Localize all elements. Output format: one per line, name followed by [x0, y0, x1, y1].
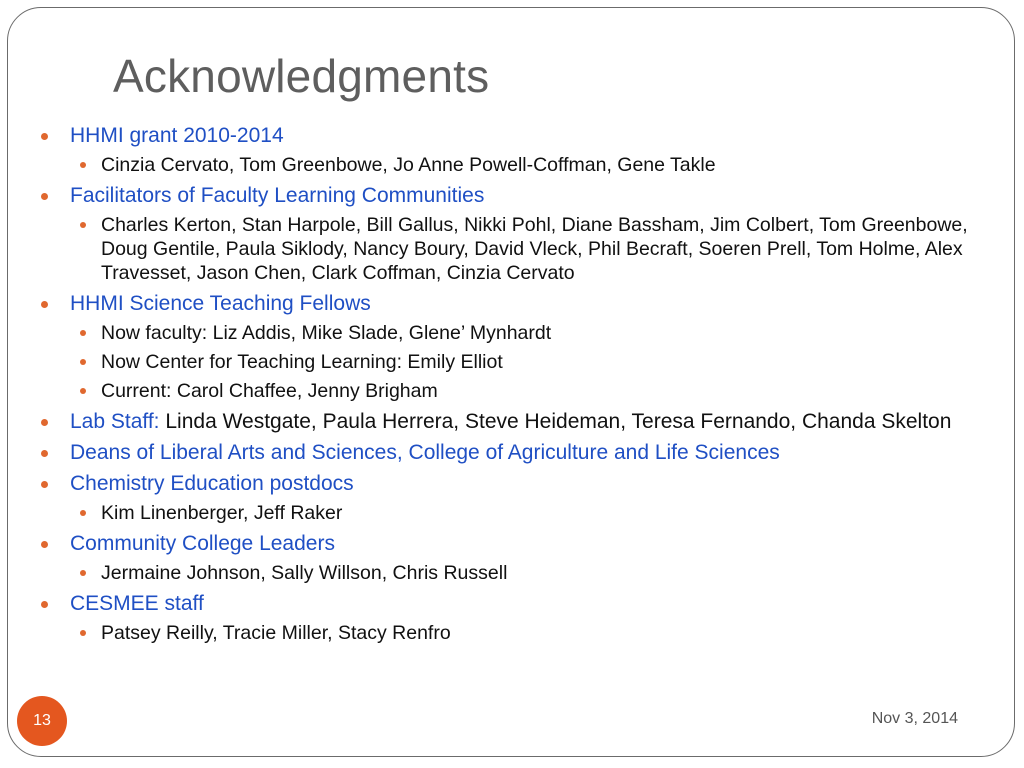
bullet-heading: Chemistry Education postdocs [70, 472, 354, 495]
bullet-heading: CESMEE staff [70, 592, 204, 615]
sub-bullet [40, 153, 975, 177]
sub-bullet-text: Now faculty: Liz Addis, Mike Slade, Glene’ Mynhardt [101, 322, 552, 344]
sub-bullet-dot-icon [80, 162, 86, 168]
sub-bullet-text: Cinzia Cervato, Tom Greenbowe, Jo Anne Powell-Coffman, Gene Takle [101, 154, 716, 176]
bullet-heading: Deans of Liberal Arts and Sciences, College of Agriculture and Life Sciences [70, 441, 780, 464]
bullet-lab-staff [40, 410, 975, 434]
sub-bullet-text: Now Center for Teaching Learning: Emily Elliot [101, 351, 503, 373]
sub-bullet-dot-icon [80, 359, 86, 365]
bullet-dot-icon [41, 419, 48, 426]
bullet-heading: HHMI Science Teaching Fellows [70, 292, 371, 315]
sub-bullet [40, 213, 975, 285]
slide-title: Acknowledgments [113, 50, 490, 102]
sub-bullet [40, 321, 975, 345]
sub-bullet-dot-icon [80, 222, 86, 228]
bullet-deans [40, 441, 975, 465]
sub-bullet-text: Kim Linenberger, Jeff Raker [101, 502, 343, 524]
bullet-postdocs [40, 472, 975, 496]
bullet-dot-icon [41, 481, 48, 488]
sub-bullet-dot-icon [80, 570, 86, 576]
bullet-cesmee-staff [40, 592, 975, 616]
bullet-heading: Facilitators of Faculty Learning Communities [70, 184, 485, 207]
sub-bullet-text: Charles Kerton, Stan Harpole, Bill Gallus, Nikki Pohl, Diane Bassham, Jim Colbert, Tom Greenbowe, Doug Gentile, Paula Siklody, Nancy Boury, David Vleck, Phil Becraft, Soeren Prell, Tom Holme, Alex Travesset, Jason Chen, Clark Coffman, Cinzia Cervato [101, 214, 968, 284]
sub-bullet [40, 561, 975, 585]
bullet-hhmi-grant [40, 124, 975, 148]
bullet-community-college [40, 532, 975, 556]
page-number-badge: 13 [17, 696, 67, 746]
bullet-dot-icon [41, 193, 48, 200]
sub-bullet-text: Current: Carol Chaffee, Jenny Brigham [101, 380, 438, 402]
bullet-dot-icon [41, 301, 48, 308]
sub-bullet-text: Patsey Reilly, Tracie Miller, Stacy Renfro [101, 622, 451, 644]
slide-date: Nov 3, 2014 [871, 710, 958, 727]
bullet-facilitators [40, 184, 975, 208]
sub-bullet-dot-icon [80, 510, 86, 516]
bullet-teaching-fellows [40, 292, 975, 316]
bullet-dot-icon [41, 541, 48, 548]
bullet-heading: Lab Staff: [70, 410, 160, 433]
bullet-dot-icon [41, 601, 48, 608]
bullet-heading: HHMI grant 2010-2014 [70, 124, 284, 147]
sub-bullet [40, 501, 975, 525]
bullet-dot-icon [41, 450, 48, 457]
bullet-list [40, 124, 975, 645]
sub-bullet-text: Jermaine Johnson, Sally Willson, Chris Russell [101, 562, 508, 584]
sub-bullet-dot-icon [80, 630, 86, 636]
bullet-body-text: Linda Westgate, Paula Herrera, Steve Heideman, Teresa Fernando, Chanda Skelton [159, 410, 952, 433]
sub-bullet-dot-icon [80, 388, 86, 394]
sub-bullet [40, 350, 975, 374]
bullet-heading: Community College Leaders [70, 532, 335, 555]
sub-bullet [40, 621, 975, 645]
sub-bullet-dot-icon [80, 330, 86, 336]
bullet-dot-icon [41, 133, 48, 140]
sub-bullet [40, 379, 975, 403]
